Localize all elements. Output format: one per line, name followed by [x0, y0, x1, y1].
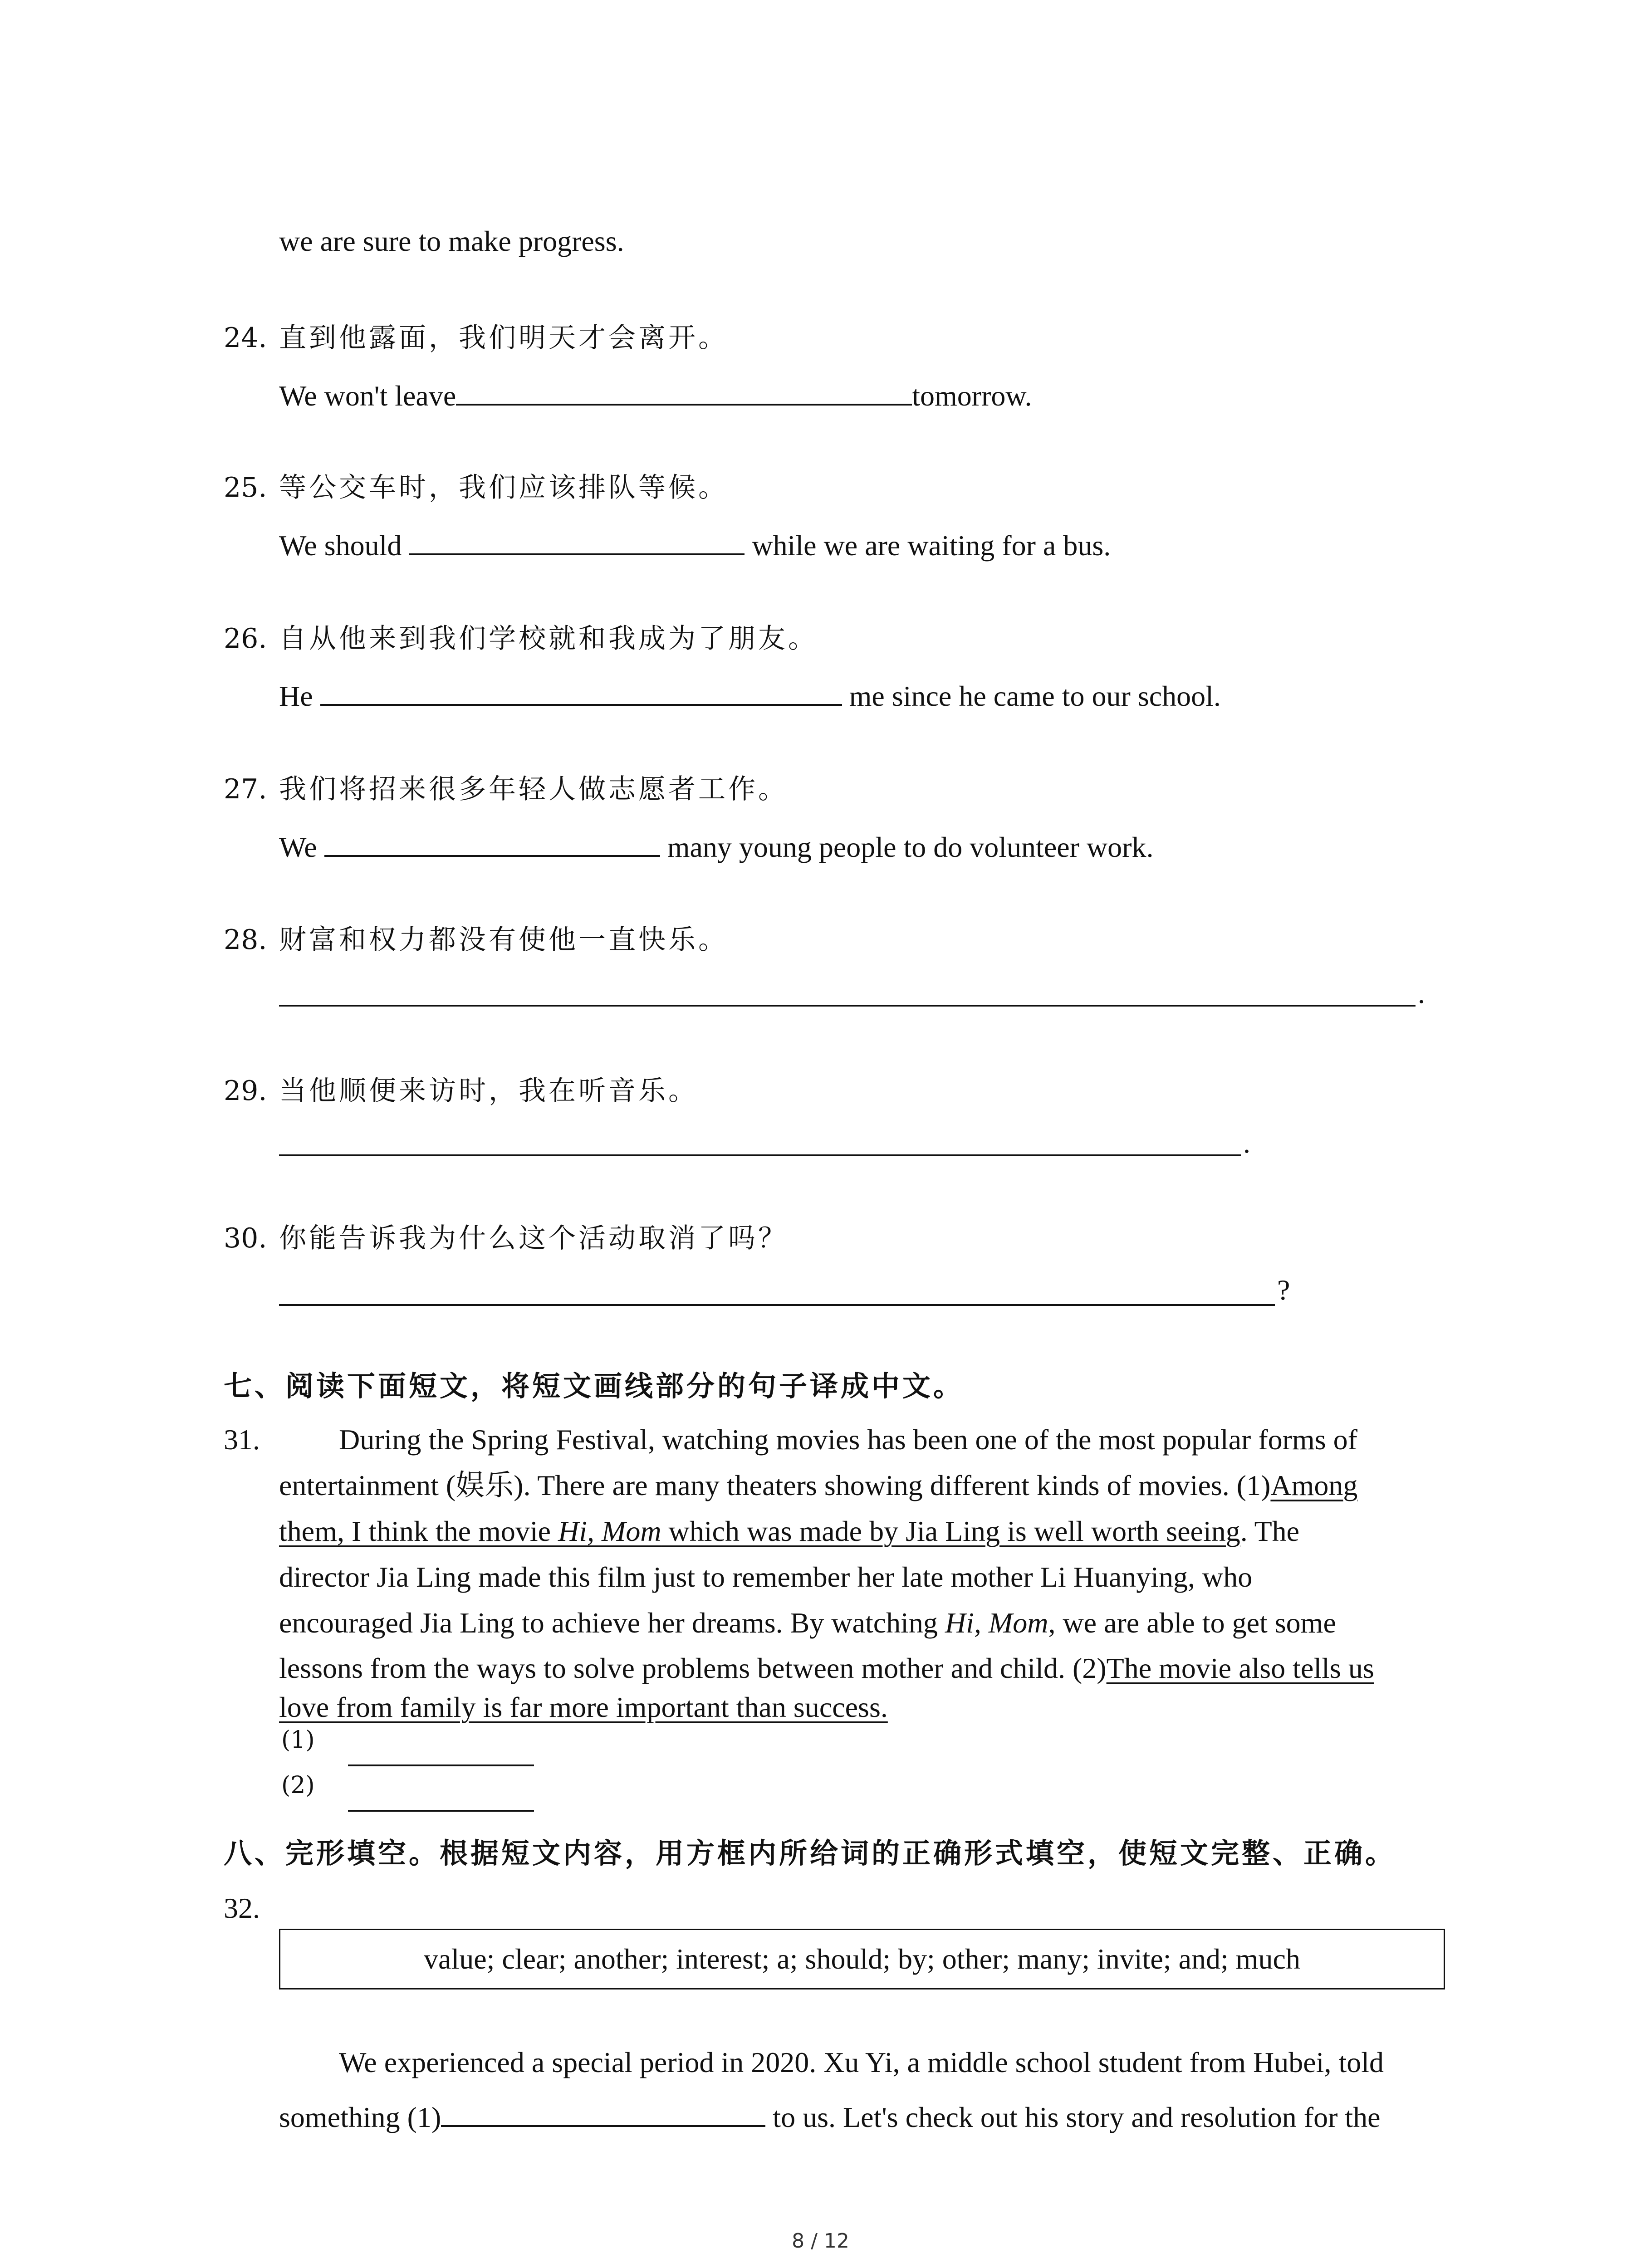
q31-movie-title-1: Hi, Mom — [558, 1515, 661, 1547]
q32-number: 32. — [224, 1892, 260, 1924]
q24-after: tomorrow. — [912, 380, 1032, 412]
q30-end: ? — [1277, 1274, 1290, 1306]
q28-number: 28. — [224, 924, 267, 956]
q27-number: 27. — [224, 773, 267, 805]
q25-number: 25. — [224, 472, 267, 503]
q31-line3 — [279, 1517, 1299, 1546]
q24-blank[interactable] — [456, 376, 912, 406]
q30-chinese: 你能告诉我为什么这个活动取消了吗？ — [279, 1222, 788, 1254]
q27-blank[interactable] — [324, 828, 660, 857]
q31-line7 — [279, 1693, 888, 1722]
word-box-text: value; clear; another; interest; a; should; by; other; many; invite; and; much — [424, 1943, 1300, 1975]
q31-number: 31. — [224, 1423, 260, 1456]
q26-blank[interactable] — [320, 677, 842, 706]
q31-line6 — [279, 1654, 1374, 1683]
q31-movie-title-2: Hi, Mom — [945, 1607, 1048, 1639]
q28-answer-line[interactable] — [279, 1005, 1416, 1007]
q29-chinese: 当他顺便来访时，我在听音乐。 — [279, 1075, 698, 1107]
q31-line5-a: encouraged Jia Ling to achieve her dreams. By watching — [279, 1607, 945, 1639]
q27-sentence — [279, 828, 1153, 862]
q31-answer2-label: (2) — [281, 1772, 315, 1799]
q27-after: many young people to do volunteer work. — [667, 831, 1154, 863]
q31-underlined-2a: The movie also tells us — [1106, 1652, 1374, 1684]
q27-before: We — [279, 831, 317, 863]
q31-line1: During the Spring Festival, watching movies has been one of the most popular forms of — [339, 1423, 1357, 1456]
q25-before: We should — [279, 529, 402, 562]
q31-line6-a: lessons from the ways to solve problems between mother and child. (2) — [279, 1652, 1107, 1684]
q26-sentence — [279, 677, 1221, 711]
q31-underlined-1b — [279, 1515, 1240, 1547]
q26-before: He — [279, 680, 313, 712]
q32-para-line2-a: something (1) — [279, 2101, 441, 2133]
q31-line2-text: entertainment (娱乐). There are many theaters showing different kinds of movies. (1) — [279, 1469, 1271, 1501]
q31-u1-part2: which was made by Jia Ling is well worth seeing — [661, 1515, 1240, 1547]
section8-title: 八、完形填空。根据短文内容，用方框内所给词的正确形式填空，使短文完整、正确。 — [224, 1837, 1396, 1870]
q25-blank[interactable] — [409, 526, 745, 555]
q25-sentence — [279, 526, 1111, 560]
q31-answer1-label: (1) — [281, 1726, 315, 1754]
page-number: 8 / 12 — [792, 2229, 849, 2253]
section7-title: 七、阅读下面短文，将短文画线部分的句子译成中文。 — [224, 1369, 965, 1403]
q31-line3-rest: . The — [1240, 1515, 1300, 1547]
q32-para-line1: We experienced a special period in 2020. Xu Yi, a middle school student from Hubei, told — [339, 2046, 1384, 2078]
q32-para-line2-b: to us. Let's check out his story and resolution for the — [773, 2101, 1381, 2133]
q29-end: . — [1243, 1127, 1250, 1159]
q31-answer2-line[interactable] — [348, 1810, 534, 1812]
top-fragment: we are sure to make progress. — [279, 225, 624, 257]
q25-after: while we are waiting for a bus. — [752, 529, 1111, 562]
q29-answer-line[interactable] — [279, 1154, 1241, 1156]
q24-sentence — [279, 376, 1032, 411]
q31-underlined-2b: love from family is far more important than success. — [279, 1691, 888, 1723]
q24-before: We won't leave — [279, 380, 456, 412]
q26-chinese: 自从他来到我们学校就和我成为了朋友。 — [279, 623, 818, 655]
q31-line5 — [279, 1608, 1336, 1637]
q30-number: 30. — [224, 1222, 267, 1254]
q32-blank-1[interactable] — [441, 2098, 765, 2127]
q31-u1-part1: them, I think the movie — [279, 1515, 558, 1547]
q29-number: 29. — [224, 1075, 267, 1107]
q28-chinese: 财富和权力都没有使他一直快乐。 — [279, 924, 728, 956]
q28-end: . — [1418, 977, 1425, 1009]
q31-underlined-1a: Among — [1270, 1469, 1358, 1501]
q24-number: 24. — [224, 322, 267, 354]
q30-answer-line[interactable] — [279, 1304, 1275, 1306]
q31-line4: director Jia Ling made this film just to remember her late mother Li Huanying, who — [279, 1561, 1253, 1593]
word-box — [279, 1929, 1445, 1989]
q25-chinese: 等公交车时，我们应该排队等候。 — [279, 472, 728, 503]
q32-para-line2 — [279, 2098, 1381, 2132]
q31-answer1-line[interactable] — [348, 1765, 534, 1766]
q27-chinese: 我们将招来很多年轻人做志愿者工作。 — [279, 773, 788, 805]
q31-line2 — [279, 1471, 1357, 1500]
q26-after: me since he came to our school. — [849, 680, 1221, 712]
q24-chinese: 直到他露面，我们明天才会离开。 — [279, 322, 728, 354]
q31-line5-b: , we are able to get some — [1048, 1607, 1336, 1639]
q26-number: 26. — [224, 623, 267, 655]
